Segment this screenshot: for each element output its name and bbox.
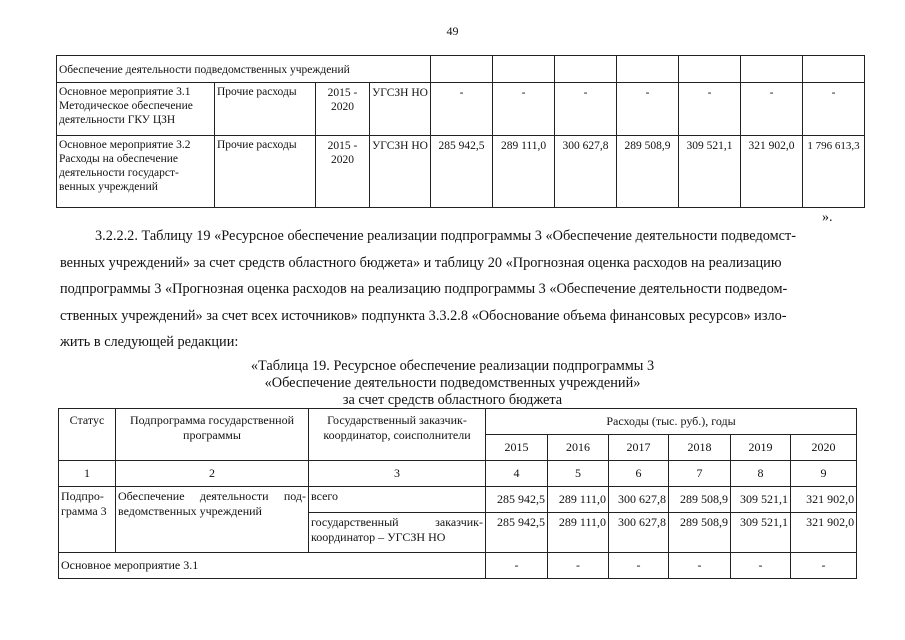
value-cell: 309 521,1 <box>679 136 741 208</box>
value-cell: 289 508,9 <box>669 513 731 553</box>
header-customer: Государственный заказчик-координатор, соисполнители <box>309 409 486 461</box>
customer-cell: государственный заказчик-координатор – УГСЗН НО <box>309 513 486 553</box>
activity-name: Основное мероприятие 3.1 Методическое обеспечение деятельности ГКУ ЦЗН <box>57 83 215 136</box>
value-cell: 300 627,8 <box>609 513 669 553</box>
activity-label: Основное мероприятие 3.1 <box>59 553 486 579</box>
value-cell: 289 508,9 <box>669 487 731 513</box>
status-cell: Подпро-грамма 3 <box>59 487 116 553</box>
value-cell: 285 942,5 <box>486 513 548 553</box>
value-cell: 321 902,0 <box>791 487 857 513</box>
expense-type: Прочие расходы <box>215 83 316 136</box>
value-cell: - <box>617 83 679 136</box>
header-year: 2019 <box>731 435 791 461</box>
value-cell: 285 942,5 <box>431 136 493 208</box>
value-cell: - <box>548 553 609 579</box>
value-cell: 309 521,1 <box>731 513 791 553</box>
body-paragraph: 3.2.2.2. Таблицу 19 «Ресурсное обеспечение реализации подпрограммы 3 «Обеспечение деятельности подведомст- венных учреждений» за счет средств областного бюджета» и таблицу 20 «Прогнозная оценка расходов на реализацию подпрограммы 3 «Прогнозная оценка расходов на реализацию подпрограммы 3 «Обеспечение деятельности подведом- ственных учреждений» за счет всех источников» подпункта 3.3.2.8 «Обоснование объема финансовых ресурсов» изло- жить в следующей редакции: <box>60 228 796 350</box>
value-cell: - <box>679 83 741 136</box>
executor: УГСЗН НО <box>370 136 431 208</box>
total-cell: 1 796 613,3 <box>803 136 865 208</box>
header-year: 2020 <box>791 435 857 461</box>
activity-name: Основное мероприятие 3.2 Расходы на обеспечение деятельности государст- венных учреждений <box>57 136 215 208</box>
value-cell: - <box>741 83 803 136</box>
value-cell: 321 902,0 <box>741 136 803 208</box>
value-cell: - <box>731 553 791 579</box>
value-cell: 300 627,8 <box>555 136 617 208</box>
table-row <box>59 487 857 513</box>
header-expenses: Расходы (тыс. руб.), годы <box>486 409 857 435</box>
value-cell: - <box>609 553 669 579</box>
value-cell: 321 902,0 <box>791 513 857 553</box>
table-caption: «Таблица 19. Ресурсное обеспечение реализации подпрограммы 3 «Обеспечение деятельности подведомственных учреждений» за счет средств областного бюджета <box>250 358 655 408</box>
value-cell: 289 111,0 <box>548 487 609 513</box>
table-row <box>59 553 857 579</box>
value-cell: - <box>791 553 857 579</box>
value-cell: 285 942,5 <box>486 487 548 513</box>
value-cell: 300 627,8 <box>609 487 669 513</box>
value-cell: - <box>803 83 865 136</box>
program-cell: Обеспечение деятельности под-ведомственных учреждений <box>116 487 309 553</box>
index-row: 1 2 3 4 5 6 7 8 9 <box>59 461 857 487</box>
value-cell: 309 521,1 <box>731 487 791 513</box>
page-number: 49 <box>446 24 459 38</box>
header-status: Статус <box>59 409 116 461</box>
header-year: 2018 <box>669 435 731 461</box>
period: 2015 - 2020 <box>316 136 370 208</box>
value-cell: - <box>669 553 731 579</box>
top-table <box>56 55 865 208</box>
expense-type: Прочие расходы <box>215 136 316 208</box>
value-cell: - <box>555 83 617 136</box>
header-program: Подпрограмма государственной программы <box>116 409 309 461</box>
value-cell: - <box>486 553 548 579</box>
value-cell: 289 111,0 <box>493 136 555 208</box>
header-year: 2016 <box>548 435 609 461</box>
value-cell: 289 111,0 <box>548 513 609 553</box>
period: 2015 - 2020 <box>316 83 370 136</box>
header-year: 2017 <box>609 435 669 461</box>
table-19 <box>58 408 857 579</box>
table-row <box>57 136 865 208</box>
closing-quote: ». <box>822 210 833 225</box>
value-cell: 289 508,9 <box>617 136 679 208</box>
section-title: Обеспечение деятельности подведомственных учреждений <box>57 56 431 83</box>
value-cell: - <box>493 83 555 136</box>
value-cell: - <box>431 83 493 136</box>
customer-cell: всего <box>309 487 486 513</box>
header-year: 2015 <box>486 435 548 461</box>
table-row <box>57 83 865 136</box>
executor: УГСЗН НО <box>370 83 431 136</box>
